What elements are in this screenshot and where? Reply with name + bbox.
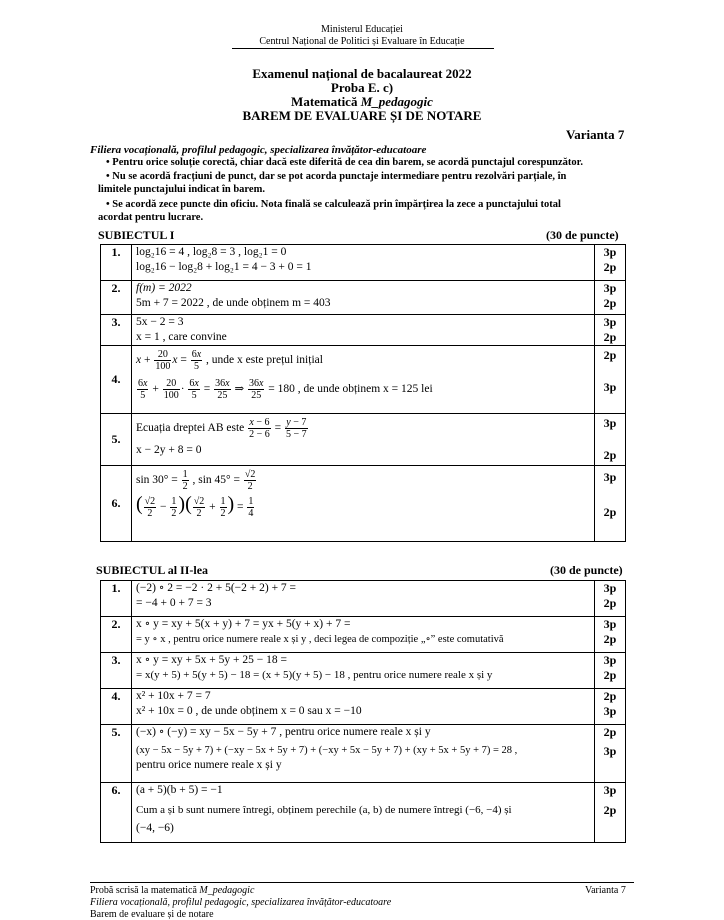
item-points: 2p: [603, 260, 617, 274]
subiect2-row-2: [101, 617, 626, 653]
item-points: 3p: [603, 653, 617, 667]
item-line: Ecuația dreptei AB este $\frac{x - 6}{2 - 6}$ = $\frac{y - 7}{5 - 7}$: [136, 417, 307, 440]
item-number: 6.: [101, 783, 132, 843]
item-number: 6.: [101, 466, 132, 542]
item-points: 2p: [603, 803, 617, 817]
item-line: x² + 10x + 7 = 7: [136, 690, 211, 702]
item-line: (−x) ∘ (−y) = xy − 5x − 5y + 7 , pentru orice numere reale x și y: [136, 726, 431, 738]
item-line: x ∘ y = xy + 5x + 5y + 25 − 18 =: [136, 654, 287, 666]
item-line: Cum a și b sunt numere întregi, obținem perechile (a, b) de numere întregi (−6, −4) și: [136, 804, 512, 816]
item-number: 5.: [101, 725, 132, 783]
item-line: x + $\frac{20}{100}$ x = $\frac{6x}{5}$ , unde x este prețul inițial: [136, 349, 323, 372]
item-points: 3p: [603, 416, 617, 430]
rule-3a: • Se acordă zece puncte din oficiu. Nota finală se calculează prin împărțirea la zece a punctajului total: [106, 199, 561, 210]
item-line: = x(y + 5) + 5(y + 5) − 18 = (x + 5)(y + 5) − 18 , pentru orice numere reale x și y: [136, 669, 493, 681]
subiect2-points: (30 de puncte): [550, 563, 623, 577]
subiect1-table: [100, 244, 626, 542]
item-line: 5m + 7 = 2022 , de unde obținem m = 403: [136, 297, 331, 309]
item-number: 1.: [101, 581, 132, 617]
item-line: = −4 + 0 + 7 = 3: [136, 597, 212, 609]
subiect1-row-2: [101, 281, 626, 315]
footer-line-1: Probă scrisă la matematică M_pedagogic: [90, 885, 255, 896]
subiect1-title: SUBIECTUL I: [98, 228, 175, 242]
item-line: 5x − 2 = 3: [136, 316, 184, 328]
subiect1-row-5: [101, 414, 626, 466]
item-line: ( $\frac{√2}{2}$ − $\frac{1}{2}$ )( $\frac{√2}{2}$ + $\frac{1}{2}$ ) = $\frac{1}{4}$: [136, 493, 254, 519]
subiect2-row-1: [101, 581, 626, 617]
footer-rule: [90, 882, 634, 883]
item-points: 2p: [603, 330, 617, 344]
item-number: 3.: [101, 653, 132, 689]
item-points: 2p: [603, 296, 617, 310]
rule-2a: • Nu se acordă fracțiuni de punct, dar se pot acorda punctaje intermediare pentru rezolvări parțiale, în: [106, 171, 567, 182]
item-line: (−2) ∘ 2 = −2 · 2 + 5(−2 + 2) + 7 =: [136, 582, 297, 594]
item-points: 2p: [603, 632, 617, 646]
item-line: x − 2y + 8 = 0: [136, 444, 202, 456]
subiect1-row-1: [101, 245, 626, 281]
footer-line-2: Filiera vocațională, profilul pedagogic, specializarea învățător-educatoare: [90, 897, 392, 908]
barem-title: BAREM DE EVALUARE ȘI DE NOTARE: [242, 108, 482, 123]
item-points: 2p: [603, 505, 617, 519]
center-name: Centrul Național de Politici și Evaluare în Educație: [259, 36, 465, 47]
item-line: (−4, −6): [136, 822, 174, 834]
item-number: 3.: [101, 315, 132, 346]
item-points: 3p: [603, 380, 617, 394]
subiect2-row-6: [101, 783, 626, 843]
item-line: (a + 5)(b + 5) = −1: [136, 784, 223, 796]
item-points: 2p: [603, 448, 617, 462]
item-line: $\frac{6x}{5}$ + $\frac{20}{100}$ · $\frac{6x}{5}$ = $\frac{36x}{25}$ ⇒ $\frac{36x}{25}$ = 180 , de unde obținem x = 125 lei: [138, 378, 433, 401]
subiect1-row-3: [101, 315, 626, 346]
item-points: 3p: [603, 281, 617, 295]
exam-title: Examenul național de bacalaureat 2022: [252, 66, 472, 81]
footer-variant: Varianta 7: [585, 885, 626, 896]
item-line: log₂16 = 4 , log₂8 = 3 , log₂1 = 0: [136, 246, 287, 258]
item-points: 3p: [603, 617, 617, 631]
exam-subject: Matematică M_pedagogic: [291, 94, 433, 109]
subiect2-title: SUBIECTUL al II-lea: [96, 563, 209, 577]
item-line: x² + 10x = 0 , de unde obținem x = 0 sau x = −10: [136, 705, 362, 717]
item-points: 3p: [603, 783, 617, 797]
variant-label: Varianta 7: [566, 127, 625, 142]
item-number: 5.: [101, 414, 132, 466]
ministry-name: Ministerul Educației: [321, 24, 403, 35]
rule-3b: acordat pentru lucrare.: [98, 212, 204, 223]
item-number: 4.: [101, 689, 132, 725]
exam-proba: Proba E. c): [330, 80, 394, 95]
item-points: 2p: [603, 596, 617, 610]
item-points: 3p: [603, 245, 617, 259]
item-points: 2p: [603, 725, 617, 739]
subiect2-row-5: [101, 725, 626, 783]
item-line: f(m) = 2022: [136, 282, 192, 294]
item-line: x = 1 , care convine: [136, 331, 227, 343]
subiect2-row-4: [101, 689, 626, 725]
item-points: 2p: [603, 348, 617, 362]
item-line: pentru orice numere reale x și y: [136, 759, 282, 771]
fraction: $\frac{20}{100}$: [155, 349, 171, 372]
item-line: (xy − 5x − 5y + 7) + (−xy − 5x + 5y + 7) + (−xy + 5x − 5y + 7) + (xy + 5x + 5y + 7) = 28 ,: [136, 745, 518, 756]
item-points: 2p: [603, 689, 617, 703]
item-points: 3p: [603, 581, 617, 595]
rule-2b: limitele punctajului indicat în barem.: [98, 184, 265, 195]
item-points: 3p: [603, 315, 617, 329]
subiect2-table: [100, 580, 626, 843]
item-number: 2.: [101, 617, 132, 653]
subiect1-points: (30 de puncte): [546, 228, 619, 242]
item-line: sin 30° = $\frac{1}{2}$ , sin 45° = $\frac{√2}{2}$: [136, 469, 256, 492]
footer-line-3: Barem de evaluare și de notare: [90, 909, 214, 920]
item-line: = y ∘ x , pentru orice numere reale x și y , deci legea de compoziție „∘” este comutativă: [136, 634, 504, 645]
fraction: $\frac{6x}{5}$: [191, 349, 202, 372]
header-rule: [232, 48, 494, 49]
subiect2-row-3: [101, 653, 626, 689]
rule-1: • Pentru orice soluție corectă, chiar dacă este diferită de cea din barem, se acordă punctajul corespunzător.: [106, 157, 583, 168]
item-points: 2p: [603, 668, 617, 682]
subiect1-row-6: [101, 466, 626, 542]
item-line: x ∘ y = xy + 5(x + y) + 7 = yx + 5(y + x) + 7 =: [136, 618, 351, 630]
item-points: 3p: [603, 470, 617, 484]
item-points: 3p: [603, 744, 617, 758]
filiera-line: Filiera vocațională, profilul pedagogic, specializarea învățător-educatoare: [90, 144, 427, 156]
item-line: log₂16 − log₂8 + log₂1 = 4 − 3 + 0 = 1: [136, 261, 312, 273]
subiect1-row-4: [101, 346, 626, 414]
item-points: 3p: [603, 704, 617, 718]
item-number: 2.: [101, 281, 132, 315]
item-number: 1.: [101, 245, 132, 281]
item-number: 4.: [101, 346, 132, 414]
